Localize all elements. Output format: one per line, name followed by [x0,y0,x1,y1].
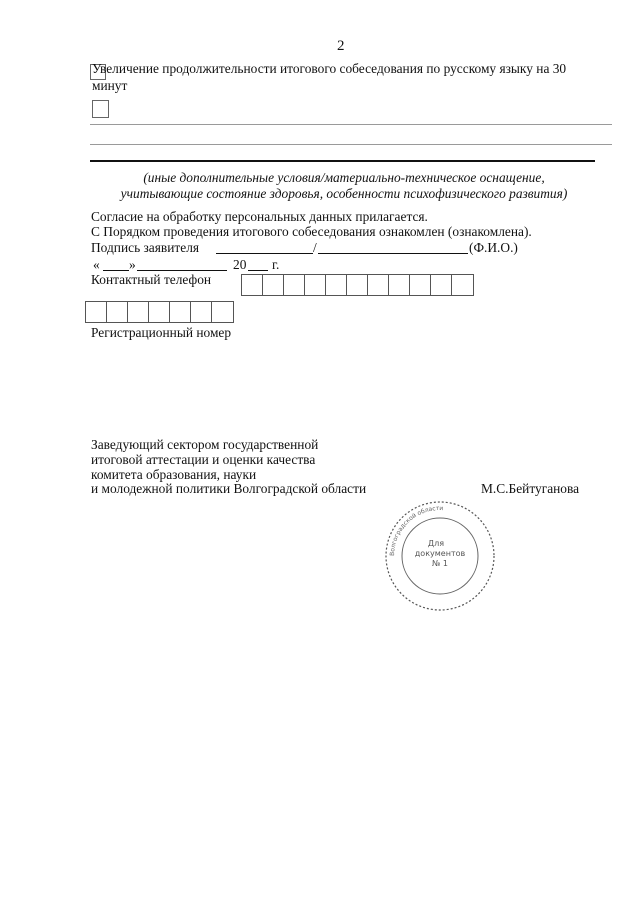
other-conditions-checkbox[interactable] [92,100,109,118]
option-extended-time-label-continued: минут [92,78,128,93]
contact-phone-cells[interactable] [241,274,474,296]
phone-digit-cell[interactable] [242,275,263,295]
phone-digit-cell[interactable] [284,275,305,295]
date-close-quote: » [129,257,136,272]
fio-caption: (Ф.И.О.) [469,240,518,255]
date-year-field[interactable] [248,258,268,271]
signature-slash: / [313,240,317,255]
phone-digit-cell[interactable] [452,275,473,295]
registration-digit-cell[interactable] [149,302,170,322]
registration-digit-cell[interactable] [86,302,107,322]
option-extended-time-label: Увеличение продолжительности итогового собеседования по русскому языку на 30 [92,61,567,76]
registration-digit-cell[interactable] [212,302,233,322]
phone-digit-cell[interactable] [326,275,347,295]
conditions-entry-line-2 [90,144,612,145]
conditions-entry-line-1 [90,124,612,125]
date-open-quote: « [93,257,100,272]
official-stamp [384,500,496,612]
official-name: М.С.Бейтуганова [481,481,580,496]
registration-number-label: Регистрационный номер [91,325,232,340]
phone-digit-cell[interactable] [410,275,431,295]
signature-field[interactable] [216,241,313,254]
date-year-prefix: 20 [233,257,247,272]
official-title-line-4: и молодежной политики Волгоградской области [91,481,367,496]
phone-digit-cell[interactable] [305,275,326,295]
stamp-inner-line-1: Для [427,539,445,548]
contact-phone-label: Контактный телефон [91,272,212,287]
official-title-line-2: итоговой аттестации и оценки качества [91,452,316,467]
phone-digit-cell[interactable] [347,275,368,295]
phone-digit-cell[interactable] [431,275,452,295]
registration-number-cells[interactable] [85,301,234,323]
stamp-inner-line-2: документов [414,549,466,558]
conditions-note-line-2: учитывающие состояние здоровья, особенности психофизического развития) [120,186,568,201]
phone-digit-cell[interactable] [368,275,389,295]
stamp-ring-text: Волгоградской области [388,504,444,557]
registration-digit-cell[interactable] [191,302,212,322]
registration-digit-cell[interactable] [170,302,191,322]
stamp-inner-line-3: № 1 [432,559,448,568]
phone-digit-cell[interactable] [389,275,410,295]
personal-data-consent: Согласие на обработку персональных данных прилагается. [91,209,428,224]
signature-label: Подпись заявителя [91,240,200,255]
conditions-entry-line-3 [90,160,595,162]
registration-digit-cell[interactable] [107,302,128,322]
date-month-field[interactable] [137,258,227,271]
applicant-name-field[interactable] [318,241,468,254]
procedure-acknowledgement: С Порядком проведения итогового собеседования ознакомлен (ознакомлена). [91,224,532,239]
date-day-field[interactable] [103,258,129,271]
phone-digit-cell[interactable] [263,275,284,295]
registration-digit-cell[interactable] [128,302,149,322]
date-year-suffix: г. [272,257,280,272]
conditions-note-line-1: (иные дополнительные условия/материально-техническое оснащение, [143,170,545,185]
official-title-line-3: комитета образования, науки [91,467,257,482]
page-number: 2 [337,38,345,54]
official-title-line-1: Заведующий сектором государственной [91,437,319,452]
